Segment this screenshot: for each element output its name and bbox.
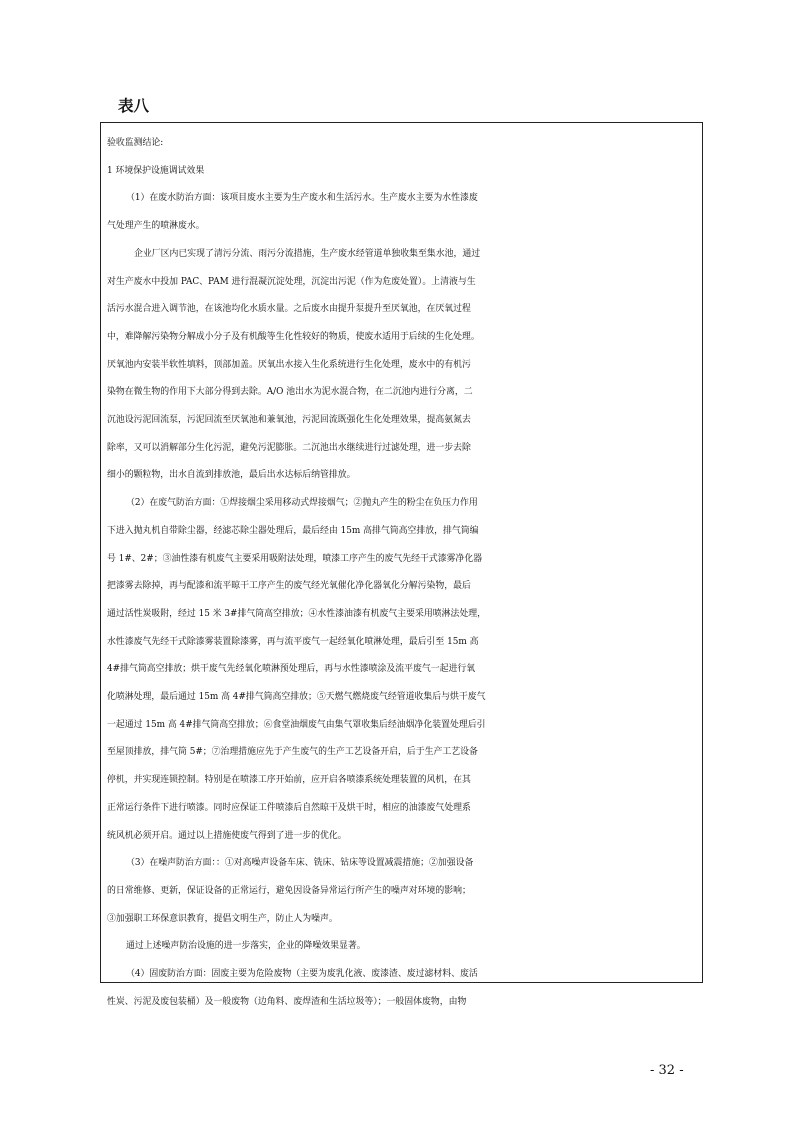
conclusion-content bbox=[107, 130, 697, 1017]
text-line: 停机，并实现连锁控制。特别是在喷漆工序开始前，应开启各喷漆系统处理装置的风机，在其 bbox=[107, 775, 471, 786]
text-line: 一起通过 15m 高 4#排气筒高空排放；⑥食堂油烟废气由集气罩收集后经油烟净化装置处理后引 bbox=[107, 719, 486, 730]
text-line: 通过上述噪声防治设施的进一步落实，企业的降噪效果显著。 bbox=[126, 941, 366, 952]
text-line: 活污水混合进入调节池，在该池均化水质水量。之后废水由提升泵提升至厌氧池，在厌氧过程 bbox=[107, 304, 471, 315]
text-line: 水性漆废气先经干式除漆雾装置除漆雾，再与流平废气一起经氧化喷淋处理，最后引至 15m 高 bbox=[107, 636, 479, 647]
text-line: 下进入抛丸机自带除尘器，经滤芯除尘器处理后，最后经由 15m 高排气筒高空排放，排气筒编 bbox=[107, 525, 479, 536]
text-line: 气处理产生的喷淋废水。 bbox=[107, 221, 205, 232]
table-label: 表八 bbox=[118, 96, 150, 115]
section-heading: 验收监测结论: bbox=[107, 138, 164, 148]
page-number: - 32 - bbox=[650, 1063, 684, 1078]
text-line: 化喷淋处理，最后通过 15m 高 4#排气筒高空排放；⑤天燃气燃烧废气经管道收集后与烘干废气 bbox=[107, 692, 486, 703]
text-line: （1）在废水防治方面：该项目废水主要为生产废水和生活污水。生产废水主要为水性漆废 bbox=[126, 193, 478, 204]
subsection-heading: 1 环境保护设施调试效果 bbox=[107, 165, 205, 176]
text-line: 的日常维修、更新，保证设备的正常运行，避免因设备异常运行所产生的噪声对环境的影响； bbox=[107, 885, 471, 896]
text-line: ③加强职工环保意识教育，提倡文明生产，防止人为噪声。 bbox=[107, 913, 338, 924]
text-line: 至屋顶排放，排气筒 5#；⑦治理措施应先于产生废气的生产工艺设备开启，后于生产工艺设备 bbox=[107, 747, 478, 758]
text-line: 把漆雾去除掉，再与配漆和流平晾干工序产生的废气经光氧催化净化器氧化分解污染物，最后 bbox=[107, 581, 471, 592]
text-line: （2）在废气防治方面：①焊接烟尘采用移动式焊接烟气；②抛丸产生的粉尘在负压力作用 bbox=[126, 498, 478, 509]
text-line: 正常运行条件下进行喷漆。同时应保证工件喷漆后自然晾干及烘干时，相应的油漆废气处理系 bbox=[107, 802, 471, 813]
text-line: 厌氧池内安装半软性填料，顶部加盖。厌氧出水接入生化系统进行生化处理，废水中的有机污 bbox=[107, 359, 471, 370]
text-line: 细小的颗粒物，出水自流到排放池，最后出水达标后纳管排放。 bbox=[107, 470, 356, 481]
text-line: 除率，又可以消解部分生化污泥，避免污泥膨胀。二沉池出水继续进行过滤处理，进一步去除 bbox=[107, 442, 471, 453]
text-line: （4）固废防治方面：固废主要为危险废物（主要为废乳化液、废漆渣、废过滤材料、废活 bbox=[126, 969, 478, 980]
text-line: 通过活性炭吸附，经过 15 米 3#排气筒高空排放；④水性漆油漆有机废气主要采用喷淋法处理， bbox=[107, 608, 486, 619]
text-line: 4#排气筒高空排放；烘干废气先经氧化喷淋预处理后，再与水性漆喷涂及流平废气一起进行氧 bbox=[107, 664, 476, 675]
text-line: 中，难降解污染物分解成小分子及有机酸等生化性较好的物质，使废水适用于后续的生化处理。 bbox=[107, 331, 480, 342]
text-line: （3）在噪声防治方面：：①对高噪声设备车床、铣床、钻床等设置减震措施；②加强设备 bbox=[126, 858, 474, 869]
text-line: 染物在微生物的作用下大部分得到去除。A/O 池出水为泥水混合物，在二沉池内进行分离，二 bbox=[107, 387, 473, 398]
text-line: 企业厂区内已实现了清污分流、雨污分流措施，生产废水经管道单独收集至集水池，通过 bbox=[134, 248, 481, 259]
text-line: 性炭、污泥及废包装桶）及一般废物（边角料、废焊渣和生活垃圾等）；一般固体废物，由物 bbox=[107, 996, 467, 1007]
text-line: 统风机必须开启。通过以上措施使废气得到了进一步的优化。 bbox=[107, 830, 347, 841]
text-line: 对生产废水中投加 PAC、PAM 进行混凝沉淀处理，沉淀出污泥（作为危废处置）。上清液与生 bbox=[107, 276, 476, 287]
text-line: 号 1#、2#；③油性漆有机废气主要采用吸附法处理，喷漆工序产生的废气先经干式漆雾净化器 bbox=[107, 553, 483, 564]
text-line: 沉池设污泥回流泵，污泥回流至厌氧池和兼氧池，污泥回流既强化生化处理效果，提高氨氮去 bbox=[107, 415, 471, 426]
